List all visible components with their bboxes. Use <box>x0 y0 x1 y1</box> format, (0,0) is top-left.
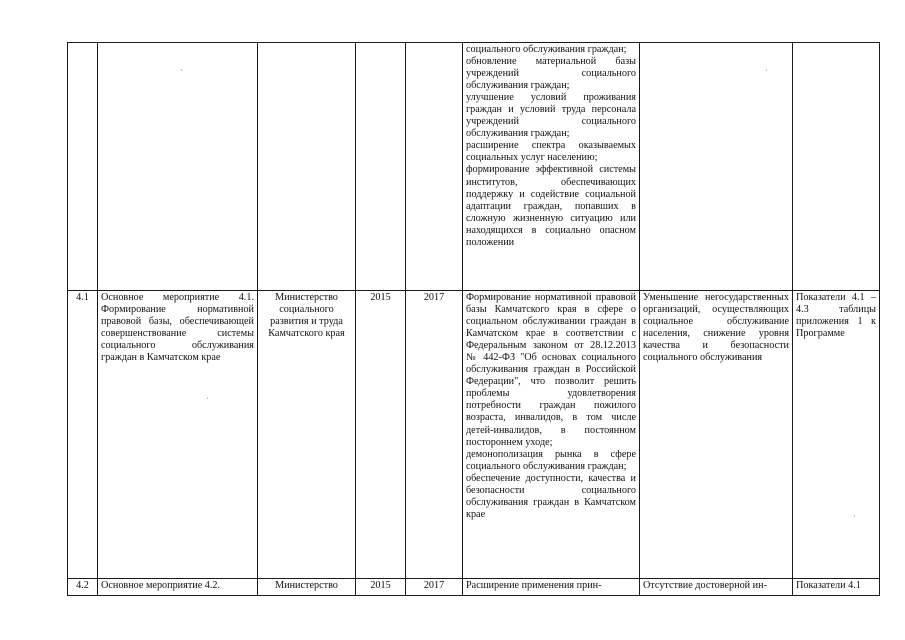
row-number-cell: 4.2 <box>68 579 98 596</box>
consequences-cell <box>640 43 793 291</box>
scan-speck: · <box>765 66 768 75</box>
table-row <box>68 291 880 579</box>
indicators-cell <box>793 43 880 291</box>
row-number-cell: 4.1 <box>68 291 98 579</box>
scan-speck: · <box>180 66 183 75</box>
end-year-cell: 2017 <box>406 579 463 596</box>
table-row <box>68 43 880 291</box>
executor-cell <box>258 43 356 291</box>
activity-name-cell: Основное мероприятие 4.1. Формирование нормативной правовой базы, обеспечивающей совершенствование системы социального обслуживания граждан в Камчатском крае <box>98 291 258 579</box>
indicators-cell: Показатели 4.1 <box>793 579 880 596</box>
start-year-cell: 2015 <box>356 579 406 596</box>
expected-result-cell: Расширение применения прин- <box>463 579 640 596</box>
start-year-cell: 2015 <box>356 291 406 579</box>
executor-cell: Министерство <box>258 579 356 596</box>
end-year-cell <box>406 43 463 291</box>
program-activities-table <box>67 42 880 596</box>
activity-name-cell: Основное мероприятие 4.2. <box>98 579 258 596</box>
start-year-cell <box>356 43 406 291</box>
activity-name-cell <box>98 43 258 291</box>
end-year-cell: 2017 <box>406 291 463 579</box>
row-number-cell <box>68 43 98 291</box>
expected-result-cell: социального обслуживания граждан; обновление материальной базы учреждений социального обслуживания граждан; улучшение условий проживания граждан и условий труда персонала учреждений социального обслуживания граждан; расширение спектра оказываемых социальных услуг населению; формирование эффективной системы институтов, обеспечивающих поддержку и содействие социальной адаптации граждан, попавших в сложную жизненную ситуацию или находящихся в социально опасном положении <box>463 43 640 291</box>
consequences-cell: Уменьшение негосударственных организаций, осуществляющих социальное обслуживание населения, снижение уровня качества и безопасности социального обслуживания <box>640 291 793 579</box>
indicators-cell: Показатели 4.1 – 4.3 таблицы приложения 1 к Программе <box>793 291 880 579</box>
executor-cell: Министерство социального развития и труда Камчатского края <box>258 291 356 579</box>
consequences-cell: Отсутствие достоверной ин- <box>640 579 793 596</box>
table-row <box>68 579 880 596</box>
scan-speck: · <box>853 512 856 521</box>
scan-speck: · <box>206 394 209 403</box>
expected-result-cell: Формирование нормативной правовой базы Камчатского края в сфере о социальном обслуживании граждан в Камчатском крае в соответствии с Федеральным законом от 28.12.2013 № 442-ФЗ "Об основах социального обслуживания граждан в Российской Федерации", что позволит решить проблемы удовлетворения потребности граждан пожилого возраста, инвалидов, в том числе детей-инвалидов, в постоянном постороннем уходе; демонополизация рынка в сфере социального обслуживания граждан; обеспечение доступности, качества и безопасности социального обслуживания граждан в Камчатском крае <box>463 291 640 579</box>
